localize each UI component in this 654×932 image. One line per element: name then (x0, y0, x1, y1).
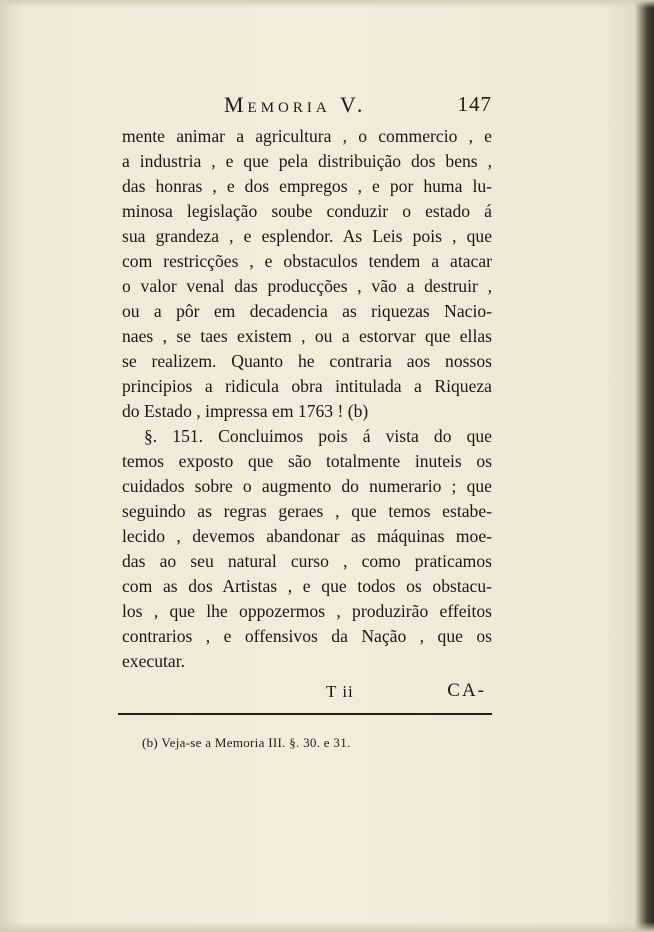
text-line: minosa legislação soube conduzir o estado á (122, 201, 492, 221)
text-line: contrarios , e offensivos da Nação , que os (122, 626, 492, 646)
page-bottom-edge (0, 922, 654, 932)
page-top-edge (0, 0, 654, 8)
catchword: CA- (447, 680, 486, 701)
body-text (122, 124, 492, 674)
signature-row (122, 680, 492, 706)
text-line: executar. (122, 651, 186, 671)
text-line: com restricções , e obstaculos tendem a atacar (122, 251, 492, 271)
text-line: lecido , devemos abandonar as máquinas moe- (122, 526, 492, 546)
text-line: com as dos Artistas , e que todos os obstacu- (122, 576, 492, 596)
page-number: 147 (457, 92, 492, 116)
text-line: sua grandeza , e esplendor. As Leis pois , que (122, 226, 492, 246)
text-line: los , que lhe oppozermos , produzirão effeitos (122, 601, 492, 621)
footnote-rule (118, 713, 492, 715)
text-line: seguindo as regras geraes , que temos estabe- (122, 501, 492, 521)
running-head (120, 92, 492, 118)
text-line: das ao seu natural curso , como praticamos (122, 551, 492, 571)
text-line: temos exposto que são totalmente inuteis os (122, 451, 492, 471)
text-line: mente animar a agricultura , o commercio , e (122, 126, 492, 146)
text-line: ou a pôr em decadencia as riquezas Nacio- (122, 301, 492, 321)
signature-mark: T ii (326, 682, 354, 701)
text-line: cuidados sobre o augmento do numerario ; que (122, 476, 492, 496)
text-line: se realizem. Quanto he contraria aos nossos (122, 351, 492, 371)
running-title: Memoria V. (224, 92, 367, 117)
text-line: das honras , e dos empregos , e por huma lu- (122, 176, 492, 196)
text-line: do Estado , impressa em 1763 ! (b) (122, 401, 369, 421)
text-line: o valor venal das producções , vão a destruir , (122, 276, 492, 296)
text-line: naes , se taes existem , ou a estorvar que ellas (122, 326, 492, 346)
footnote: (b) Veja-se a Memoria III. §. 30. e 31. (142, 735, 351, 750)
text-line: a industria , e que pela distribuição dos bens , (122, 151, 492, 171)
page-gutter-shadow (0, 0, 22, 932)
paragraph-start-line: §. 151. Concluimos pois á vista do que (144, 426, 492, 446)
text-line: principios a ridicula obra intitulada a Riqueza (122, 376, 492, 396)
